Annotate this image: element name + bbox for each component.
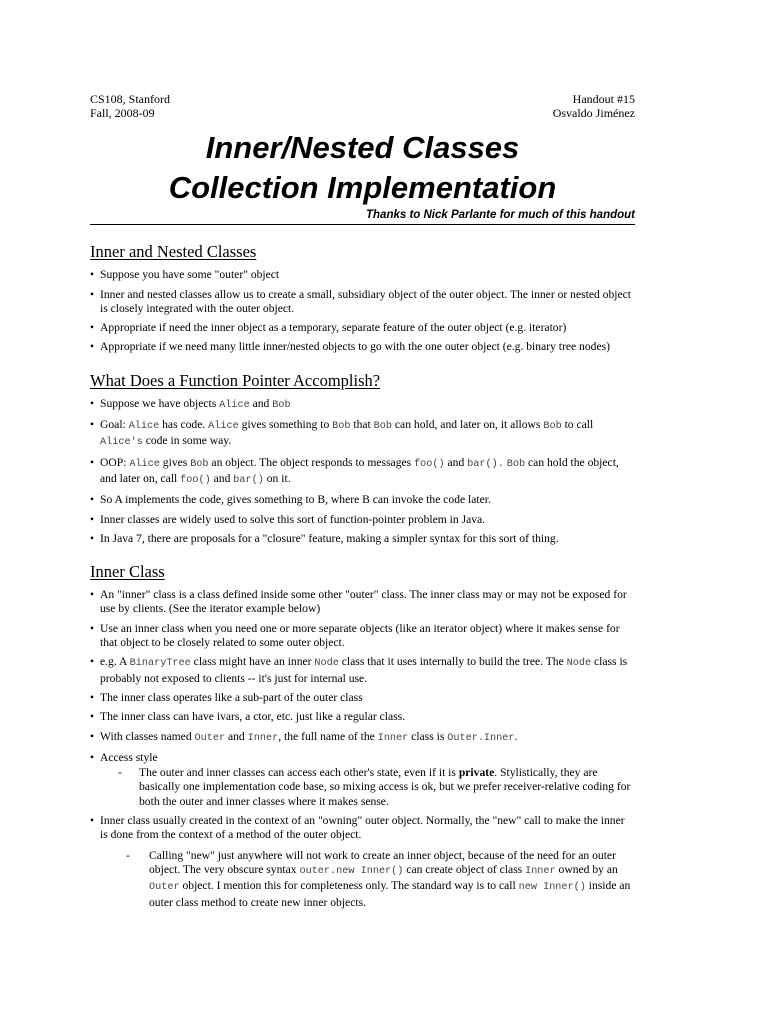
list-item-label: Inner class usually created in the context of an "owning" outer object. Normally, the "new" call to make the inner is done from the context of a method of the outer object. [100,814,625,842]
list-item: • Use an inner class when you need one or more separate objects (like an iterator object) where it makes sense for that object to be closely related to some outer object. [90,622,635,651]
sub-list-item: - The outer and inner classes can access each other's state, even if it is private. Stylistically, they are basically one implementation code base, so mixing access is ok, but we prefer receiver-relative coding for both the outer and inner classes where it makes sense. [100,766,635,809]
list-item: • OOP: Alice gives Bob an object. The object responds to messages foo() and bar(). Bob can hold the object, and later on, call foo() and bar() on it. [90,456,635,489]
list-item: • Appropriate if need the inner object as a temporary, separate feature of the outer object (e.g. iterator) [90,321,635,335]
list-item: • In Java 7, there are proposals for a "closure" feature, making a simpler syntax for this sort of thing. [90,532,635,546]
handout-page [90,92,635,915]
header-right [553,92,635,120]
list-item: • Inner classes are widely used to solve this sort of function-pointer problem in Java. [90,513,635,527]
section-heading-inner-class: Inner Class [90,562,165,582]
handout-header [90,92,635,120]
section-list-function-pointer [90,397,635,546]
list-item-label: Access style [100,750,158,764]
list-item: • e.g. A BinaryTree class might have an inner Node class that it uses internally to build the tree. The Node class is probably not exposed to clients -- it's just for internal use. [90,655,635,686]
section-list-inner-class [90,588,635,910]
section-heading-inner-nested: Inner and Nested Classes [90,242,257,262]
sub-list [100,766,635,809]
list-item: • So A implements the code, gives something to B, where B can invoke the code later. [90,493,635,507]
section-heading-function-pointer: What Does a Function Pointer Accomplish? [90,370,381,390]
list-item [90,751,635,809]
term-label: Fall, 2008-09 [90,106,155,120]
list-item: • Suppose you have some "outer" object [90,268,635,282]
sub-list [100,849,635,910]
title-line-1: Inner/Nested Classes [205,130,520,165]
list-item [90,814,635,910]
section-list-inner-nested [90,268,635,354]
author-name: Osvaldo Jiménez [552,106,635,120]
list-item: • Goal: Alice has code. Alice gives something to Bob that Bob can hold, and later on, it allows Bob to call Alice's code in some way. [90,418,635,451]
list-item: • With classes named Outer and Inner, the full name of the Inner class is Outer.Inner. [90,730,635,746]
list-item: • Inner and nested classes allow us to create a small, subsidiary object of the outer object. The inner or nested object is closely integrated with the outer object. [90,288,635,317]
title-line-2: Collection Implementation [168,170,557,205]
document-title [90,128,635,208]
handout-number: Handout #15 [572,92,635,106]
list-item: • Suppose we have objects Alice and Bob [90,397,635,413]
list-item: • Appropriate if we need many little inner/nested objects to go with the one outer object (e.g. binary tree nodes) [90,340,635,354]
course-label: CS108, Stanford [90,92,171,106]
list-item: • An "inner" class is a class defined inside some other "outer" class. The inner class may or may not be exposed for use by clients. (See the iterator example below) [90,588,635,617]
credit-line: Thanks to Nick Parlante for much of this handout [90,208,635,225]
sub-list-item: - Calling "new" just anywhere will not work to create an inner object, because of the need for an outer object. The very obscure syntax outer.new Inner() can create object of class Inner owned by an Outer object. I mention this for completeness only. The standard way is to call new Inner() inside an outer class method to create new inner objects. [100,849,635,910]
header-left [90,92,170,120]
list-item: • The inner class can have ivars, a ctor, etc. just like a regular class. [90,710,635,724]
list-item: • The inner class operates like a sub-part of the outer class [90,691,635,705]
